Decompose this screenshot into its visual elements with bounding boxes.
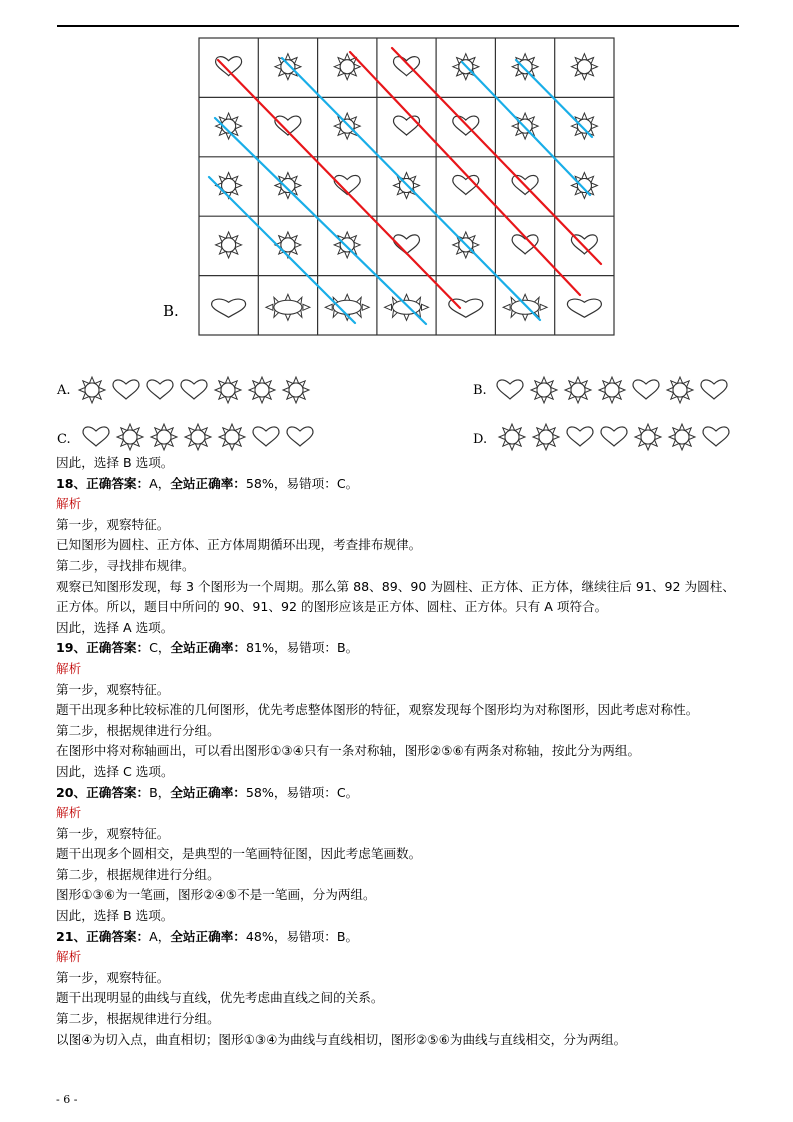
figure-label: B. bbox=[163, 302, 179, 320]
sun-icon bbox=[216, 173, 242, 199]
sun-icon bbox=[266, 294, 310, 320]
text-line: 以图④为切入点，曲直相切；图形①③④为曲线与直线相切，图形②⑤⑥为曲线与直线相交，分为两组。 bbox=[56, 1031, 627, 1047]
sun-icon bbox=[219, 424, 245, 450]
sun-icon bbox=[283, 377, 309, 403]
analysis-heading-20: 解析 bbox=[56, 805, 82, 821]
text-line: 第二步，寻找排布规律。 bbox=[56, 557, 195, 573]
sun-icon bbox=[249, 377, 275, 403]
heart-icon bbox=[703, 427, 729, 446]
text-line: 题干出现多个圆相交，是典型的一笔画特征图，因此考虑笔画数。 bbox=[56, 846, 422, 862]
heart-icon bbox=[113, 380, 139, 399]
sun-icon bbox=[275, 232, 301, 258]
sun-icon bbox=[185, 424, 211, 450]
figure-area bbox=[0, 0, 793, 452]
analysis-heading-18: 解析 bbox=[56, 496, 82, 512]
heart-icon bbox=[253, 427, 279, 446]
heart-icon bbox=[497, 380, 523, 399]
option-a-shapes bbox=[79, 377, 309, 403]
sun-icon bbox=[635, 424, 661, 450]
heart-icon bbox=[287, 427, 313, 446]
page-number: - 6 - bbox=[56, 1093, 78, 1106]
text-line: 因此，选择 A 选项。 bbox=[56, 619, 174, 635]
sun-icon bbox=[503, 294, 547, 320]
sun-icon bbox=[275, 54, 301, 80]
text-line: 第一步，观察特征。 bbox=[56, 516, 170, 532]
answer-18: 18、正确答案：A，全站正确率：58%，易错项：C。 bbox=[56, 475, 359, 491]
text-line: 因此，选择 B 选项。 bbox=[56, 908, 174, 924]
heart-icon bbox=[601, 427, 627, 446]
sun-icon bbox=[512, 54, 538, 80]
text-line: 题干出现明显的曲线与直线，优先考虑曲直线之间的关系。 bbox=[56, 990, 384, 1006]
sun-icon bbox=[151, 424, 177, 450]
option-b-label: B. bbox=[473, 383, 487, 398]
text-line: 第二步，根据规律进行分组。 bbox=[56, 866, 220, 882]
explanation-text bbox=[56, 453, 746, 1050]
option-d-shapes bbox=[499, 424, 729, 450]
option-d-label: D. bbox=[473, 432, 488, 447]
sun-icon bbox=[533, 424, 559, 450]
text-line: 第一步，观察特征。 bbox=[56, 969, 170, 985]
heart-icon bbox=[567, 299, 601, 317]
sun-icon bbox=[385, 294, 429, 320]
heart-icon bbox=[701, 380, 727, 399]
red-diagonal-line bbox=[392, 48, 601, 264]
sun-icon bbox=[565, 377, 591, 403]
sun-icon bbox=[669, 424, 695, 450]
sun-icon bbox=[215, 377, 241, 403]
option-a-label: A. bbox=[57, 383, 71, 398]
sun-icon bbox=[499, 424, 525, 450]
sun-icon bbox=[667, 377, 693, 403]
text-line: 在图形中将对称轴画出，可以看出图形①③④只有一条对称轴，图形②⑤⑥有两条对称轴，按此分为两组。 bbox=[56, 743, 641, 759]
heart-icon bbox=[633, 380, 659, 399]
option-c-shapes bbox=[83, 424, 313, 450]
analysis-heading-19: 解析 bbox=[56, 660, 82, 676]
option-b-shapes bbox=[497, 377, 727, 403]
text-line: 已知图形为圆柱、正方体、正方体周期循环出现，考查排布规律。 bbox=[56, 537, 422, 553]
text-line: 第二步，根据规律进行分组。 bbox=[56, 722, 220, 738]
text-line: 观察已知图形发现，每 3 个图形为一个周期。那么第 88、89、90 为圆柱、正方体、正方体，继续往后 91、92 为圆柱、正方体。所以，题目中所问的 90、91、92 的图形应该是正方体、圆柱、正方体。只有 A 项符合。 bbox=[56, 578, 735, 615]
text-line: 图形①③⑥为一笔画，图形②④⑤不是一笔画，分为两组。 bbox=[56, 887, 376, 903]
sun-icon bbox=[216, 113, 242, 139]
heart-icon bbox=[567, 427, 593, 446]
answer-19: 19、正确答案：C，全站正确率：81%，易错项：B。 bbox=[56, 640, 359, 656]
text-line: 因此，选择 C 选项。 bbox=[56, 763, 174, 779]
sun-icon bbox=[216, 232, 242, 258]
answer-20: 20、正确答案：B，全站正确率：58%，易错项：C。 bbox=[56, 784, 359, 800]
sun-icon bbox=[79, 377, 105, 403]
text-line: 第二步，根据规律进行分组。 bbox=[56, 1011, 220, 1027]
analysis-heading-21: 解析 bbox=[56, 949, 82, 965]
sun-icon bbox=[599, 377, 625, 403]
sun-icon bbox=[334, 113, 360, 139]
text-line: 第一步，观察特征。 bbox=[56, 825, 170, 841]
heart-icon bbox=[83, 427, 109, 446]
text-line: 第一步，观察特征。 bbox=[56, 681, 170, 697]
sun-icon bbox=[531, 377, 557, 403]
heart-icon bbox=[212, 299, 246, 317]
heart-icon bbox=[181, 380, 207, 399]
conclusion-17: 因此，选择 B 选项。 bbox=[56, 455, 174, 470]
sun-icon bbox=[571, 113, 597, 139]
sun-icon bbox=[571, 54, 597, 80]
figure-cells bbox=[212, 54, 602, 321]
heart-icon bbox=[394, 116, 420, 135]
sun-icon bbox=[571, 173, 597, 199]
heart-icon bbox=[216, 57, 242, 76]
option-c-label: C. bbox=[57, 432, 71, 447]
sun-icon bbox=[334, 232, 360, 258]
answer-21: 21、正确答案：A，全站正确率：48%，易错项：B。 bbox=[56, 928, 359, 944]
sun-icon bbox=[117, 424, 143, 450]
heart-icon bbox=[147, 380, 173, 399]
text-line: 题干出现多种比较标准的几何图形，优先考虑整体图形的特征，观察发现每个图形均为对称图形，因此考虑对称性。 bbox=[56, 702, 699, 718]
blue-diagonal-line bbox=[462, 62, 590, 195]
blue-diagonal-line bbox=[215, 118, 426, 324]
sun-icon bbox=[275, 173, 301, 199]
